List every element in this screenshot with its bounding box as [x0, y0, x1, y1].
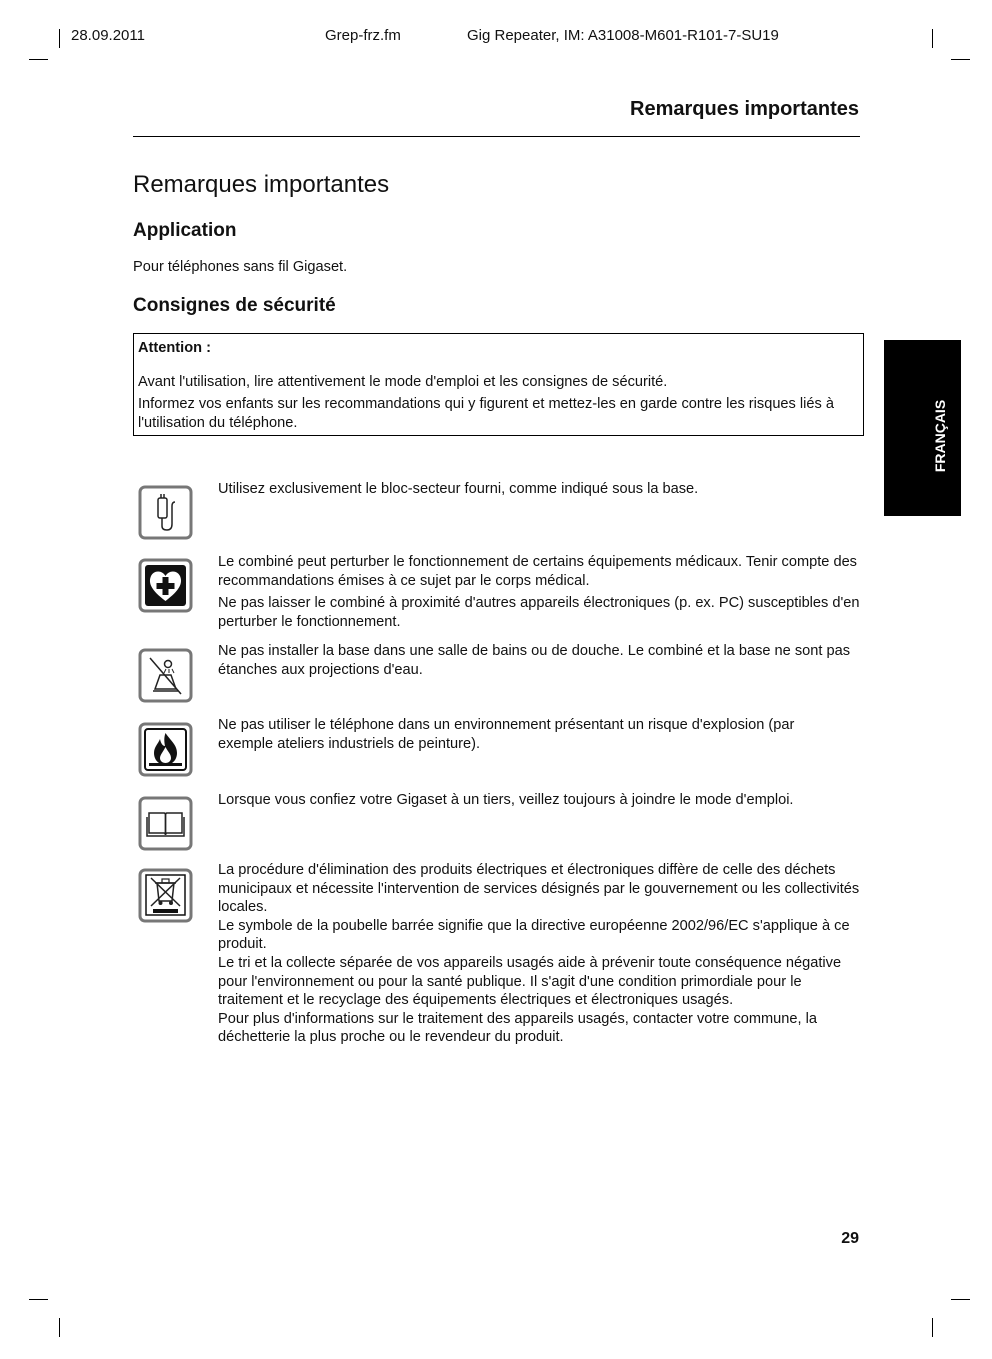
safety-item-paragraph: Lorsque vous confiez votre Gigaset à un tiers, veillez toujours à joindre le mode d'emploi. [218, 792, 794, 808]
crop-mark [951, 1299, 970, 1300]
print-date: 28.09.2011 [71, 27, 145, 44]
crop-mark [29, 1299, 48, 1300]
header-rule [133, 136, 860, 137]
attention-label: Attention : [138, 340, 211, 356]
safety-item-paragraph: Ne pas laisser le combiné à proximité d'autres appareils électroniques (p. ex. PC) susceptibles d'en perturber le fonctionnement. [218, 595, 860, 630]
medical-heart-icon [137, 557, 194, 614]
page-number: 29 [841, 1230, 859, 1247]
language-tab-label: FRANÇAIS [932, 399, 949, 473]
safety-item-text [218, 642, 863, 679]
language-tab [884, 340, 961, 516]
attention-paragraph: Avant l'utilisation, lire attentivement le mode d'emploi et les consignes de sécurité. [138, 373, 668, 390]
no-shower-icon [137, 647, 194, 704]
page-title: Remarques importantes [133, 171, 390, 198]
safety-item-paragraph: Ne pas utiliser le téléphone dans un environnement présentant un risque d'explosion (par exemple ateliers industriels de peinture). [218, 717, 795, 752]
safety-item-paragraph: Le combiné peut perturber le fonctionnement de certains équipements médicaux. Tenir compte des recommandations émises à ce sujet par le corps médical. [218, 554, 857, 589]
safety-item-paragraph: Utilisez exclusivement le bloc-secteur fourni, comme indiqué sous la base. [218, 481, 699, 497]
safety-item-text [218, 861, 863, 1047]
section-heading-application: Application [133, 220, 237, 241]
safety-item-text [218, 791, 863, 810]
safety-item-text [218, 480, 863, 499]
attention-box [133, 333, 864, 436]
crop-mark [59, 1318, 60, 1337]
crop-mark [932, 1318, 933, 1337]
safety-item-paragraph: Ne pas installer la base dans une salle de bains ou de douche. Le combiné et la base ne sont pas étanches aux projections d'eau. [218, 643, 851, 678]
crop-mark [59, 29, 60, 48]
safety-item-paragraph: Le tri et la collecte séparée de vos appareils usagés aide à prévenir toute conséquence négative pour l'environnement ou pour la santé publique. Il s'agit d'une condition primordiale pour le traitement et le recyclage des équipements électriques et électroniques usagés. [218, 954, 842, 1009]
section-heading-safety: Consignes de sécurité [133, 295, 336, 316]
safety-item-text [218, 553, 863, 631]
attention-paragraph: Informez vos enfants sur les recommandations qui y figurent et mettez-les en garde contre les risques liés à l'utilisation du téléphone. [138, 396, 834, 431]
safety-item-paragraph: Pour plus d'informations sur le traitement des appareils usagés, contacter votre commune, la déchetterie la plus proche ou le revendeur du produit. [218, 1010, 817, 1046]
crop-mark [951, 59, 970, 60]
print-doc-id: Gig Repeater, IM: A31008-M601-R101-7-SU19 [467, 27, 779, 44]
power-adapter-icon [137, 484, 194, 541]
print-filename: Grep-frz.fm [325, 27, 401, 44]
running-head: Remarques importantes [630, 98, 859, 120]
safety-item-paragraph: La procédure d'élimination des produits électriques et électroniques diffère de celle des déchets municipaux et nécessite l'intervention de services désignés par le gouvernement ou les collectivités locales. [218, 862, 860, 916]
flame-hazard-icon [137, 721, 194, 778]
crop-mark [29, 59, 48, 60]
crop-mark [932, 29, 933, 48]
safety-item-paragraph: Le symbole de la poubelle barrée signifie que la directive européenne 2002/96/EC s'applique à ce produit. [218, 917, 850, 953]
application-text: Pour téléphones sans fil Gigaset. [133, 259, 348, 275]
safety-item-text [218, 716, 863, 753]
manual-book-icon [137, 795, 194, 852]
crossed-bin-icon [137, 867, 194, 924]
